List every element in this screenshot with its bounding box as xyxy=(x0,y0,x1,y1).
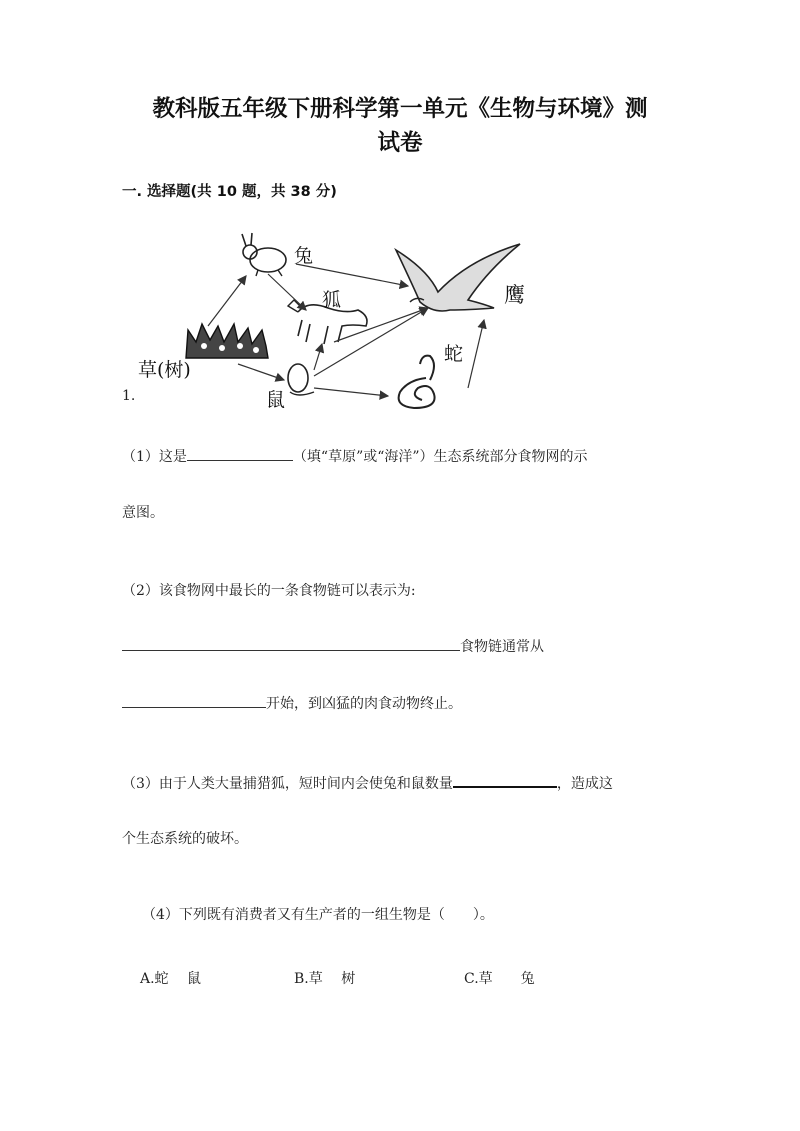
snake-icon xyxy=(399,356,435,408)
title-line-2: 试卷 xyxy=(377,130,423,156)
option-c[interactable]: C.草 兔 xyxy=(464,971,535,987)
question-part-2-start xyxy=(122,693,462,713)
question-part-1 xyxy=(122,446,588,466)
label-grass: 草(树) xyxy=(138,359,191,381)
q2-start-suffix: 开始，到凶猛的肉食动物终止。 xyxy=(266,696,462,712)
title-line-1: 教科版五年级下册科学第一单元《生物与环境》测 xyxy=(152,96,648,122)
food-web-figure xyxy=(138,230,538,420)
label-fox: 狐 xyxy=(322,289,342,311)
question-part-3-cont: 个生态系统的破坏。 xyxy=(122,831,248,847)
q2-chain-blank[interactable] xyxy=(122,636,460,651)
question-part-3 xyxy=(122,772,613,793)
q3-prefix: （3）由于人类大量捕猎狐，短时间内会使兔和鼠数量 xyxy=(122,776,453,792)
label-mouse: 鼠 xyxy=(266,389,286,411)
q3-suffix: ，造成这 xyxy=(556,776,613,792)
label-snake: 蛇 xyxy=(444,343,464,365)
option-a[interactable]: A.蛇 鼠 xyxy=(140,971,202,987)
page-title xyxy=(120,92,680,160)
question-part-2-chain xyxy=(122,636,544,656)
q2-chain-suffix: 食物链通常从 xyxy=(460,639,544,655)
q1-prefix: （1）这是 xyxy=(122,449,187,465)
label-eagle: 鹰 xyxy=(504,283,525,307)
q2-start-blank[interactable] xyxy=(122,693,266,708)
food-web-diagram xyxy=(138,230,538,420)
grass-icon xyxy=(186,324,268,358)
rabbit-icon xyxy=(242,233,286,276)
eagle-icon xyxy=(396,244,520,311)
question-number: 1. xyxy=(122,388,136,404)
q1-answer-blank[interactable] xyxy=(187,446,293,461)
q1-suffix: （填“草原”或“海洋”）生态系统部分食物网的示 xyxy=(292,449,588,465)
section-heading: 一. 选择题(共 10 题，共 38 分) xyxy=(122,184,337,200)
question-part-4: （4）下列既有消费者又有生产者的一组生物是（ ）。 xyxy=(142,907,494,923)
food-web-arrows xyxy=(208,264,484,396)
question-part-2: （2）该食物网中最长的一条食物链可以表示为: xyxy=(122,583,416,599)
mouse-icon xyxy=(288,364,314,395)
option-b[interactable]: B.草 树 xyxy=(294,971,356,987)
label-rabbit: 兔 xyxy=(294,245,314,267)
question-part-1-cont: 意图。 xyxy=(122,505,164,521)
q3-answer-blank[interactable] xyxy=(453,772,557,788)
